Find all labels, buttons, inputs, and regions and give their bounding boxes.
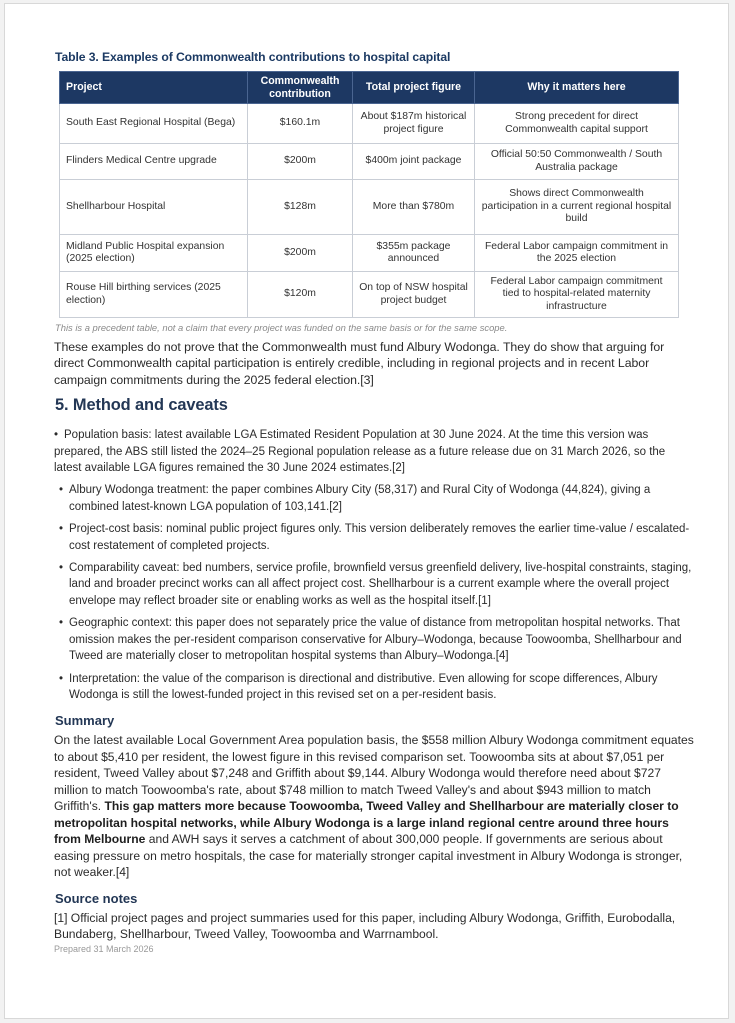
cell-total: $355m package announced <box>353 235 475 272</box>
bullet-dot-icon: • <box>59 484 64 497</box>
table-note: This is a precedent table, not a claim that every project was funded on the same basis or for the same scope. <box>55 322 508 333</box>
cell-why: Federal Labor campaign commitment tied to hospital-related maternity infrastructure <box>475 272 679 318</box>
bullet-interpretation <box>54 671 694 704</box>
intro-paragraph: These examples do not prove that the Commonwealth must fund Albury Wodonga. They do show that arguing for direct Commonwealth capital participation is entirely credible, including in regional projects and in recent Labor campaign commitments during the 2025 federal election.[3] <box>54 340 665 387</box>
source-note-1: [1] Official project pages and project summaries used for this paper, including Albury Wodonga, Griffith, Eurobodalla, Bundaberg, Shellharbour, Tweed Valley, Toowoomba and Warrnambool. <box>54 910 676 942</box>
bullet-population-basis <box>54 427 694 476</box>
table-row <box>60 180 679 235</box>
bullet-dot-icon: • <box>59 562 64 575</box>
cell-project: Shellharbour Hospital <box>60 180 248 235</box>
bullet-text: Project-cost basis: nominal public project figures only. This version deliberately removes the earlier time-value / escalated-cost restatement of completed projects. <box>69 523 690 552</box>
bullet-geographic-context <box>54 615 694 664</box>
bullet-dot-icon: • <box>59 617 64 630</box>
header-total: Total project figure <box>353 72 475 104</box>
header-contribution: Commonwealth contribution <box>248 72 353 104</box>
precedent-table <box>59 71 679 318</box>
summary-text-end: and AWH says it serves a catchment of about 300,000 people. If governments are serious about easing pressure on metro hospitals, the case for materially stronger capital investment in Albury Wodonga is stronger, not weaker.[4] <box>54 832 683 880</box>
bullet-text: Albury Wodonga treatment: the paper combines Albury City (58,317) and Rural City of Wodonga (44,824), giving a combined latest-known LGA population of 103,141.[2] <box>69 484 651 513</box>
cell-contribution: $200m <box>248 144 353 180</box>
bullet-text: Population basis: latest available LGA Estimated Resident Population at 30 June 2024. At the time this version was prepared, the ABS still listed the 2024–25 Regional population release as a future release due on 31 March 2026, so the latest available LGA figures remained the 30 June 2024 estimates.[2] <box>54 429 666 475</box>
bullet-dot-icon: • <box>59 672 64 685</box>
cell-total: On top of NSW hospital project budget <box>353 272 475 318</box>
cell-project: South East Regional Hospital (Bega) <box>60 104 248 144</box>
cell-why: Shows direct Commonwealth participation in a current regional hospital build <box>475 180 679 235</box>
method-heading: 5. Method and caveats <box>55 396 228 415</box>
cell-project: Midland Public Hospital expansion (2025 election) <box>60 235 248 272</box>
summary-text-start: On the latest available Local Government Area population basis, the $558 million Albury Wodonga commitment equates to about $5,410 per resident, the lowest figure in this revised comparison set. Toowoomba sits at about $7,051 per resident, Tweed Valley about $7,248 and Griffith about $9,144. Albury Wodonga would therefore need about $727 million to match Toowoomba's rate, about $748 million to match Tweed Valley's and about $943 million to match Griffith's. <box>54 733 694 814</box>
summary-heading: Summary <box>55 713 115 729</box>
cell-total: More than $780m <box>353 180 475 235</box>
source-notes-heading: Source notes <box>55 890 138 906</box>
summary-paragraph <box>54 732 694 881</box>
bullet-dot-icon: • <box>59 523 64 536</box>
header-project: Project <box>60 72 248 104</box>
cell-why: Federal Labor campaign commitment in the 2025 election <box>475 235 679 272</box>
cell-contribution: $120m <box>248 272 353 318</box>
summary-bold-text: This gap matters more because Toowoomba, Tweed Valley and Shellharbour are materially closer to metropolitan hospital networks, while Albury Wodonga is a large inland regional centre around three hours from Melbourne <box>54 799 679 847</box>
cell-project: Rouse Hill birthing services (2025 election) <box>60 272 248 318</box>
table-header-row <box>60 72 679 104</box>
table-row <box>60 272 679 318</box>
bullet-dot-icon: • <box>54 429 59 442</box>
cell-why: Strong precedent for direct Commonwealth capital support <box>475 104 679 144</box>
page-content <box>54 50 694 954</box>
document-page <box>4 3 729 1019</box>
cell-project: Flinders Medical Centre upgrade <box>60 144 248 180</box>
table-row <box>60 104 679 144</box>
table-row <box>60 144 679 180</box>
table-title: Table 3. Examples of Commonwealth contributions to hospital capital <box>55 50 451 64</box>
cell-total: $400m joint package <box>353 144 475 180</box>
cell-contribution: $200m <box>248 235 353 272</box>
cell-why: Official 50:50 Commonwealth / South Australia package <box>475 144 679 180</box>
bullet-project-cost-basis <box>54 521 694 554</box>
method-bullet-list <box>54 427 694 703</box>
cell-total: About $187m historical project figure <box>353 104 475 144</box>
bullet-text: Comparability caveat: bed numbers, service profile, brownfield versus greenfield delivery, live-hospital constraints, staging, land and broader precinct works can all affect project cost. Shellharbour is a current example where the overall project envelope may reflect broader site or enabling works as well as the hospital itself.[1] <box>69 562 692 607</box>
bullet-comparability-caveat <box>54 560 694 609</box>
bullet-text: Geographic context: this paper does not separately price the value of distance from metropolitan hospital networks. That omission makes the per-resident comparison conservative for Albury–Wodonga, because Toowoomba, Shellharbour and Tweed are materially closer to metropolitan hospital systems than Albury–Wodonga.[4] <box>69 617 682 663</box>
prepared-date: Prepared 31 March 2026 <box>54 943 154 954</box>
bullet-text: Interpretation: the value of the comparison is directional and distributive. Even allowing for scope differences, Albury Wodonga is still the lowest-funded project in this revised set on a per-resident basis. <box>69 672 658 701</box>
cell-contribution: $128m <box>248 180 353 235</box>
cell-contribution: $160.1m <box>248 104 353 144</box>
table-row <box>60 235 679 272</box>
bullet-albury-wodonga-treatment <box>54 482 694 515</box>
header-why: Why it matters here <box>475 72 679 104</box>
